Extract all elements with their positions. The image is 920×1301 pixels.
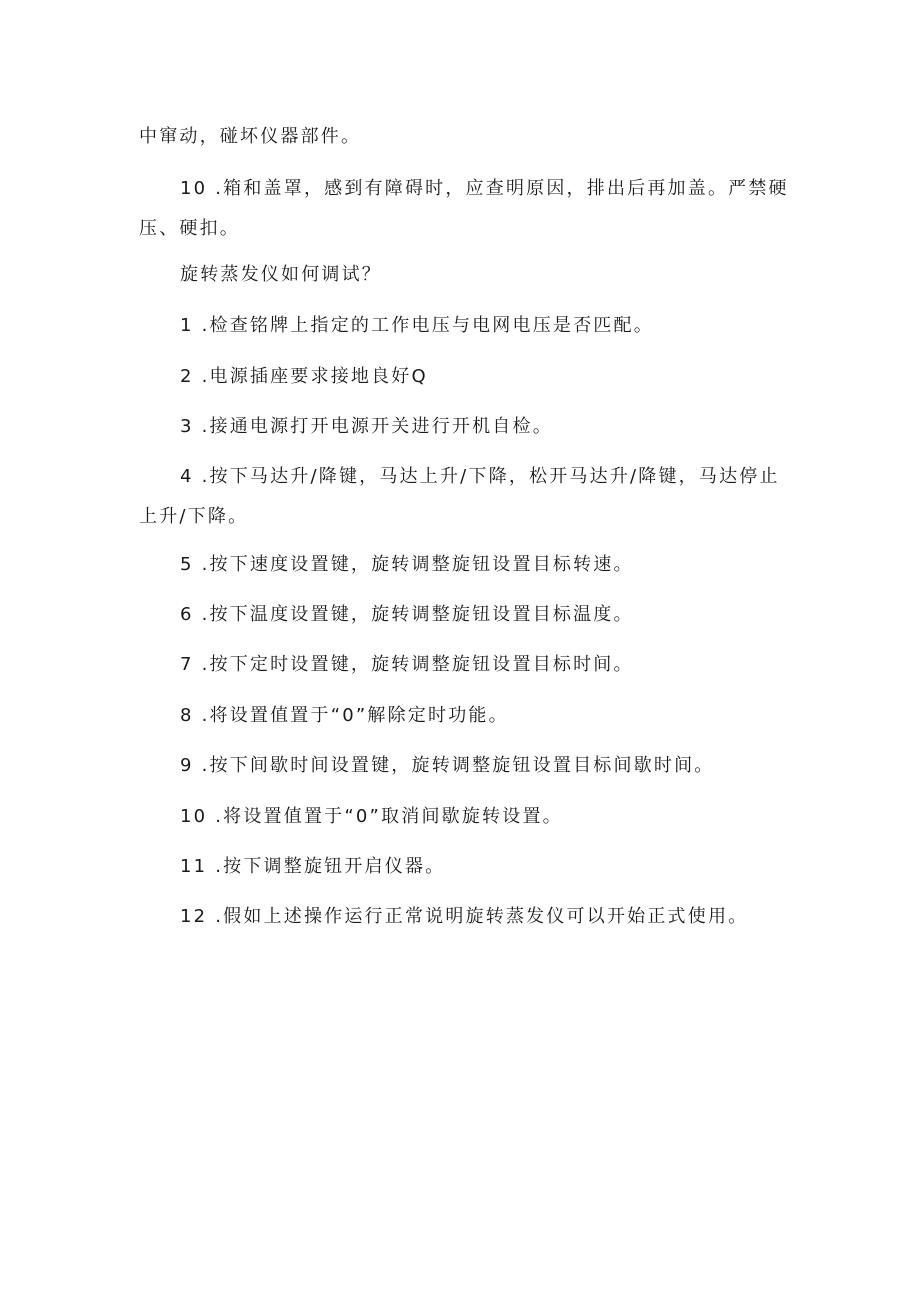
step-6: 6 .按下温度设置键，旋转调整旋钮设置目标温度。 [180, 604, 634, 625]
step-5: 5 .按下速度设置键，旋转调整旋钮设置目标转速。 [180, 554, 634, 575]
step-11: 11 .按下调整旋钮开启仪器。 [180, 856, 446, 877]
section-question: 旋转蒸发仪如何调试？ [180, 264, 382, 285]
step-2: 2 .电源插座要求接地良好Q [180, 366, 428, 387]
step-3: 3 .接通电源打开电源开关进行开机自检。 [180, 416, 553, 437]
step-7: 7 .按下定时设置键，旋转调整旋钮设置目标时间。 [180, 654, 634, 675]
step-1: 1 .检查铭牌上指定的工作电压与电网电压是否匹配。 [180, 315, 654, 336]
paragraph-continuation: 中窜动，碰坏仪器部件。 [139, 126, 362, 147]
step-4: 4 .按下马达升/降键，马达上升/下降，松开马达升/降键，马达停止上升/下降。 [139, 466, 780, 527]
step-12: 12 .假如上述操作运行正常说明旋转蒸发仪可以开始正式使用。 [180, 906, 749, 927]
step-8: 8 .将设置值置于“0”解除定时功能。 [180, 705, 509, 726]
paragraph-item-10-cover: 10 .箱和盖罩，感到有障碍时，应查明原因，排出后再加盖。严禁硬压、硬扣。 [139, 178, 789, 239]
step-9: 9 .按下间歇时间设置键，旋转调整旋钮设置目标间歇时间。 [180, 755, 715, 776]
step-10: 10 .将设置值置于“0”取消间歇旋转设置。 [180, 806, 563, 827]
